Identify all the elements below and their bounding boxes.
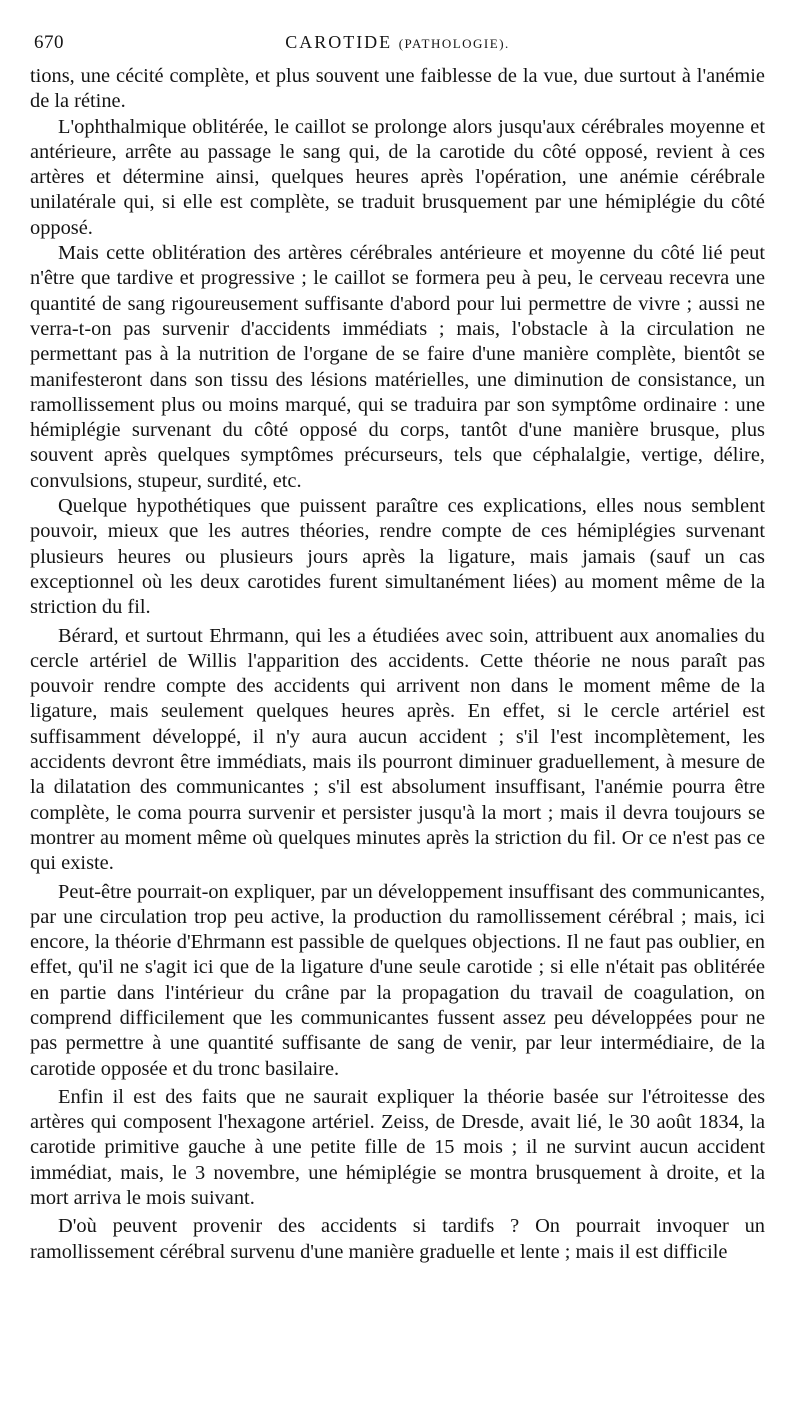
running-head — [30, 32, 765, 53]
paragraph: tions, une cécité complète, et plus souvent une faiblesse de la vue, due surtout à l'anémie de la rétine. — [30, 65, 765, 113]
body-text — [30, 64, 765, 1265]
running-title: CAROTIDE — [285, 32, 393, 52]
paragraph: Peut-être pourrait-on expliquer, par un développement insuffisant des communicantes, par une circulation trop peu active, la production du ramollissement cérébral ; mais, ici encore, la théorie d'Ehrmann est passible de quelques objections. Il ne faut pas oublier, en effet, qu'il ne s'agit ici que de la ligature d'une seule carotide ; si elle n'était pas oblitérée en partie dans l'intérieur du crâne par la propagation du travail de coagulation, on comprend difficilement que les communicantes fussent assez peu développées pour ne pas permettre à une quantité suffisante de sang de venir, par leur intermédiaire, de la carotide opposée et du tronc basilaire. — [30, 880, 765, 1080]
page-header — [30, 26, 765, 56]
running-subtitle: (PATHOLOGIE). — [398, 36, 510, 51]
paragraph: Quelque hypothétiques que puissent paraître ces explications, elles nous semblent pouvoir, mieux que les autres théories, rendre compte de ces hémiplégies survenant plusieurs heures ou plusieurs jours après la ligature, mais jamais (sauf un cas exceptionnel où les deux carotides furent simultanément liées) au moment même de la striction du fil. — [30, 495, 765, 619]
page-number: 670 — [34, 32, 64, 53]
paragraph: Enfin il est des faits que ne saurait expliquer la théorie basée sur l'étroitesse des artères qui composent l'hexagone artériel. Zeiss, de Dresde, avait lié, le 30 août 1834, la carotide primitive gauche à une petite fille de 15 mois ; il ne survint aucun accident immédiat, mais, le 3 novembre, une hémiplégie se montra brusquement à droite, et la mort arriva le mois suivant. — [30, 1085, 765, 1210]
paragraph: L'ophthalmique oblitérée, le caillot se prolonge alors jusqu'aux cérébrales moyenne et antérieure, arrête au passage le sang qui, de la carotide du côté opposé, revient à ces artères et détermine ainsi, quelques heures après l'opération, une anémie cérébrale unilatérale qui, si elle est complète, se traduit brusquement par une hémiplégie du côté opposé. — [30, 115, 765, 239]
paragraph: Mais cette oblitération des artères cérébrales antérieure et moyenne du côté lié peut n'être que tardive et progressive ; le caillot se formera peu à peu, le cerveau recevra une quantité de sang rigoureusement suffisante d'abord pour lui permettre de vivre ; aussi ne verra-t-on pas survenir d'accidents immédiats ; mais, l'obstacle à la circulation ne permettant pas à la nutrition de l'organe de se faire d'une manière complète, bientôt se manifesteront dans son tissu des lésions matérielles, une diminution de consistance, un ramollissement plus ou moins marqué, qui se traduira par son symptôme ordinaire : une hémiplégie survenant du côté opposé du corps, tantôt d'une manière brusque, plus souvent après quelques symptômes précurseurs, tels que céphalalgie, vertige, délire, convulsions, stupeur, surdité, etc. — [30, 242, 765, 492]
paragraph: Bérard, et surtout Ehrmann, qui les a étudiées avec soin, attribuent aux anomalies du cercle artériel de Willis l'apparition des accidents. Cette théorie ne nous paraît pas pouvoir rendre compte des accidents qui arrivent non dans le moment même de la ligature, mais seulement quelques heures après. En effet, si le cercle artériel est suffisamment développé, il n'y aura aucun accident ; s'il l'est incomplètement, les accidents devront être immédiats, mais ils pourront diminuer graduellement, à mesure de la dilatation des communicantes ; s'il est absolument insuffisant, l'anémie pourra être complète, le coma pourra survenir et persister jusqu'à la mort ; mais il devra toujours se montrer au moment même où quelques minutes après la striction du fil. Or ce n'est pas ce qui existe. — [30, 624, 765, 875]
book-page — [30, 26, 765, 1265]
paragraph: D'où peuvent provenir des accidents si tardifs ? On pourrait invoquer un ramollissement cérébral survenu d'une manière graduelle et lente ; mais il est difficile — [30, 1215, 765, 1263]
